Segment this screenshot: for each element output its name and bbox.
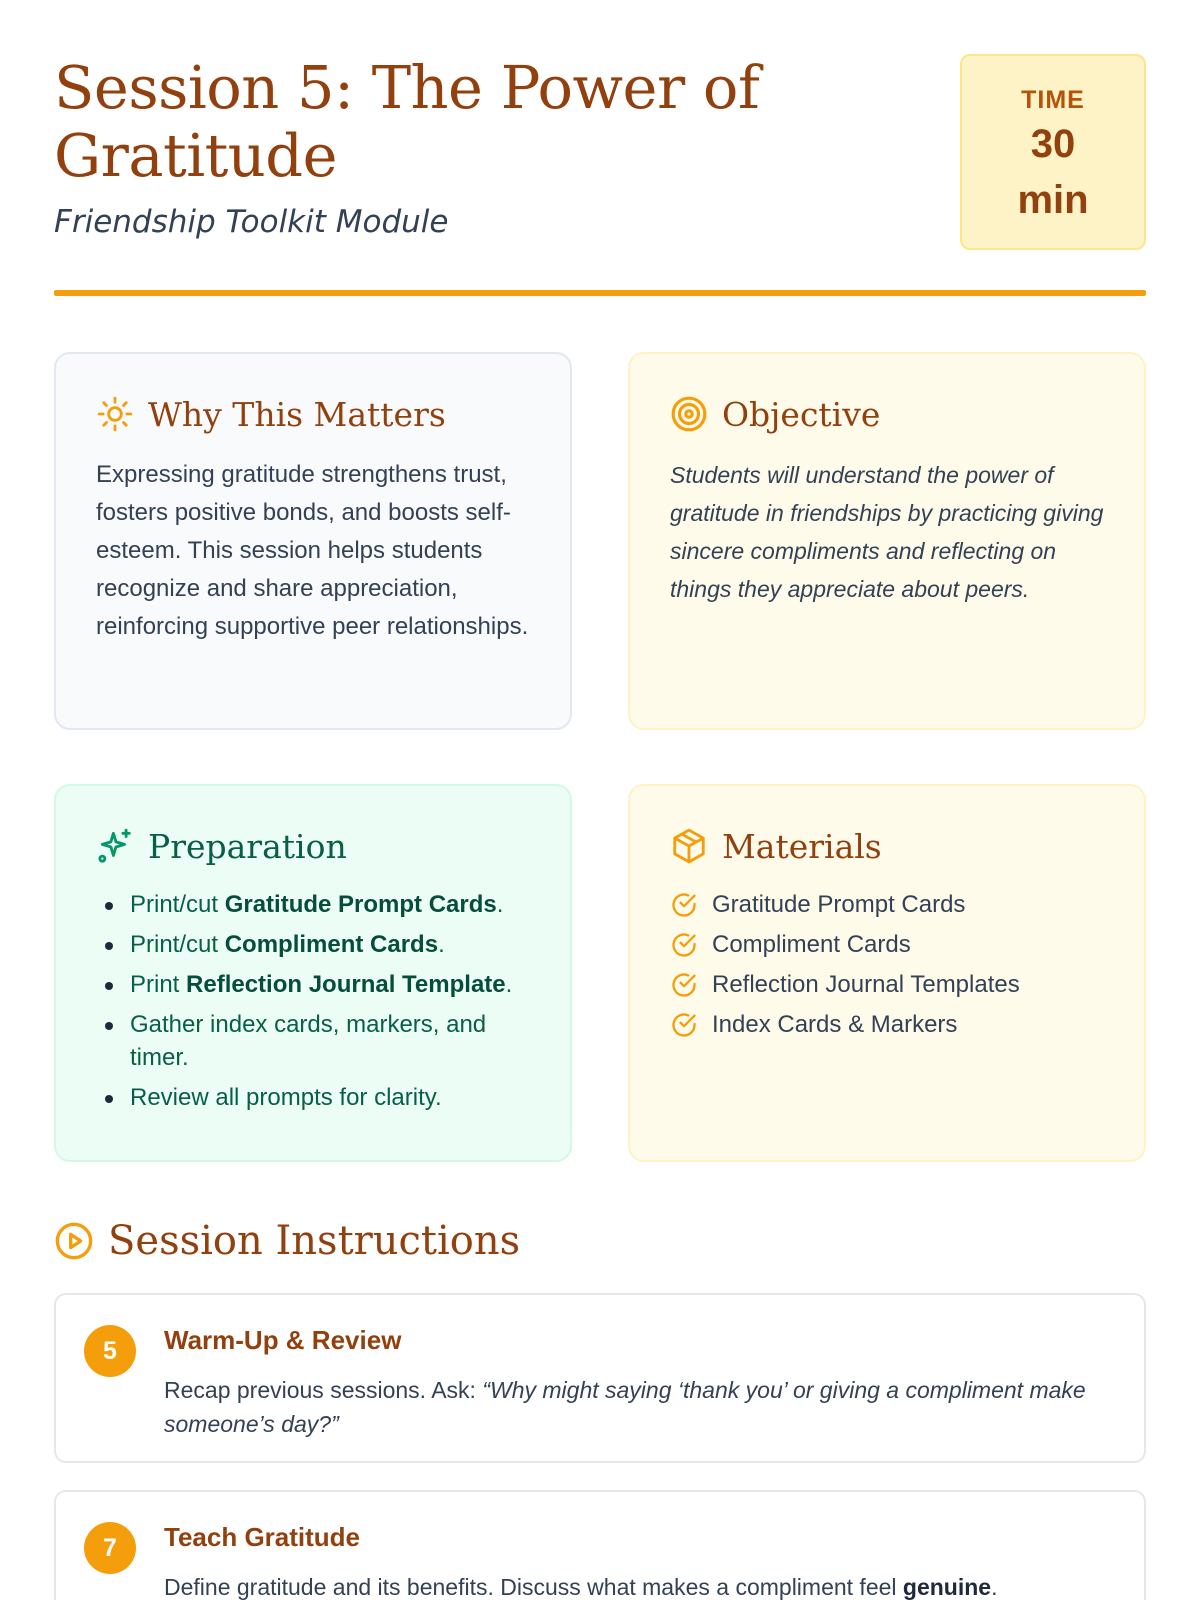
instruction-step xyxy=(54,1293,1146,1463)
instruction-step xyxy=(54,1490,1146,1600)
why-title: Why This Matters xyxy=(148,394,446,434)
package-icon xyxy=(670,827,708,865)
objective-text: Students will understand the power of gratitude in friendships by practicing giving sincere compliments and reflecting on things they appreciate about peers. xyxy=(670,462,1104,602)
materials-list xyxy=(670,888,1104,1041)
preparation-card xyxy=(54,784,572,1162)
objective-title: Objective xyxy=(722,394,881,434)
objective-card xyxy=(628,352,1146,730)
list-item: Gather index cards, markers, and timer. xyxy=(96,1008,530,1074)
list-item: Reflection Journal Templates xyxy=(670,968,1104,1001)
page-title: Session 5: The Power of Gratitude xyxy=(54,53,760,190)
time-badge xyxy=(960,54,1146,250)
sparkles-icon xyxy=(96,827,134,865)
time-value: 30 xyxy=(1030,122,1076,166)
step-text: Define gratitude and its benefits. Discuss what makes a compliment feel genuine. xyxy=(164,1574,998,1600)
preparation-title: Preparation xyxy=(148,826,347,866)
step-number-badge: 7 xyxy=(84,1522,136,1574)
step-number-badge: 5 xyxy=(84,1325,136,1377)
sun-icon xyxy=(96,395,134,433)
why-text: Expressing gratitude strengthens trust, fosters positive bonds, and boosts self-esteem. This session helps students recognize and share appreciation, reinforcing supportive peer relationships. xyxy=(96,461,529,640)
target-icon xyxy=(670,395,708,433)
list-item: Review all prompts for clarity. xyxy=(96,1081,530,1114)
page-header xyxy=(54,54,1146,304)
list-item: Print/cut Compliment Cards. xyxy=(96,928,530,961)
list-item: Print Reflection Journal Template. xyxy=(96,968,530,1001)
list-item: Print/cut Gratitude Prompt Cards. xyxy=(96,888,530,921)
check-circle-icon xyxy=(670,931,698,959)
list-item: Gratitude Prompt Cards xyxy=(670,888,1104,921)
page-subtitle: Friendship Toolkit Module xyxy=(54,204,449,240)
time-unit: min xyxy=(1017,178,1089,222)
materials-title: Materials xyxy=(722,826,882,866)
list-item: Compliment Cards xyxy=(670,928,1104,961)
step-text: Recap previous sessions. Ask: “Why might saying ‘thank you’ or giving a compliment make someone’s day?” xyxy=(164,1377,1086,1437)
step-title: Warm-Up & Review xyxy=(164,1325,402,1355)
preparation-list xyxy=(96,888,530,1114)
check-circle-icon xyxy=(670,971,698,999)
check-circle-icon xyxy=(670,891,698,919)
header-divider xyxy=(54,290,1146,296)
step-title: Teach Gratitude xyxy=(164,1522,361,1552)
play-circle-icon xyxy=(54,1221,94,1261)
instructions-title: Session Instructions xyxy=(108,1218,521,1264)
why-card xyxy=(54,352,572,730)
materials-card xyxy=(628,784,1146,1162)
instructions-header xyxy=(54,1218,520,1264)
check-circle-icon xyxy=(670,1011,698,1039)
list-item: Index Cards & Markers xyxy=(670,1008,1104,1041)
time-label: TIME xyxy=(1021,86,1085,114)
